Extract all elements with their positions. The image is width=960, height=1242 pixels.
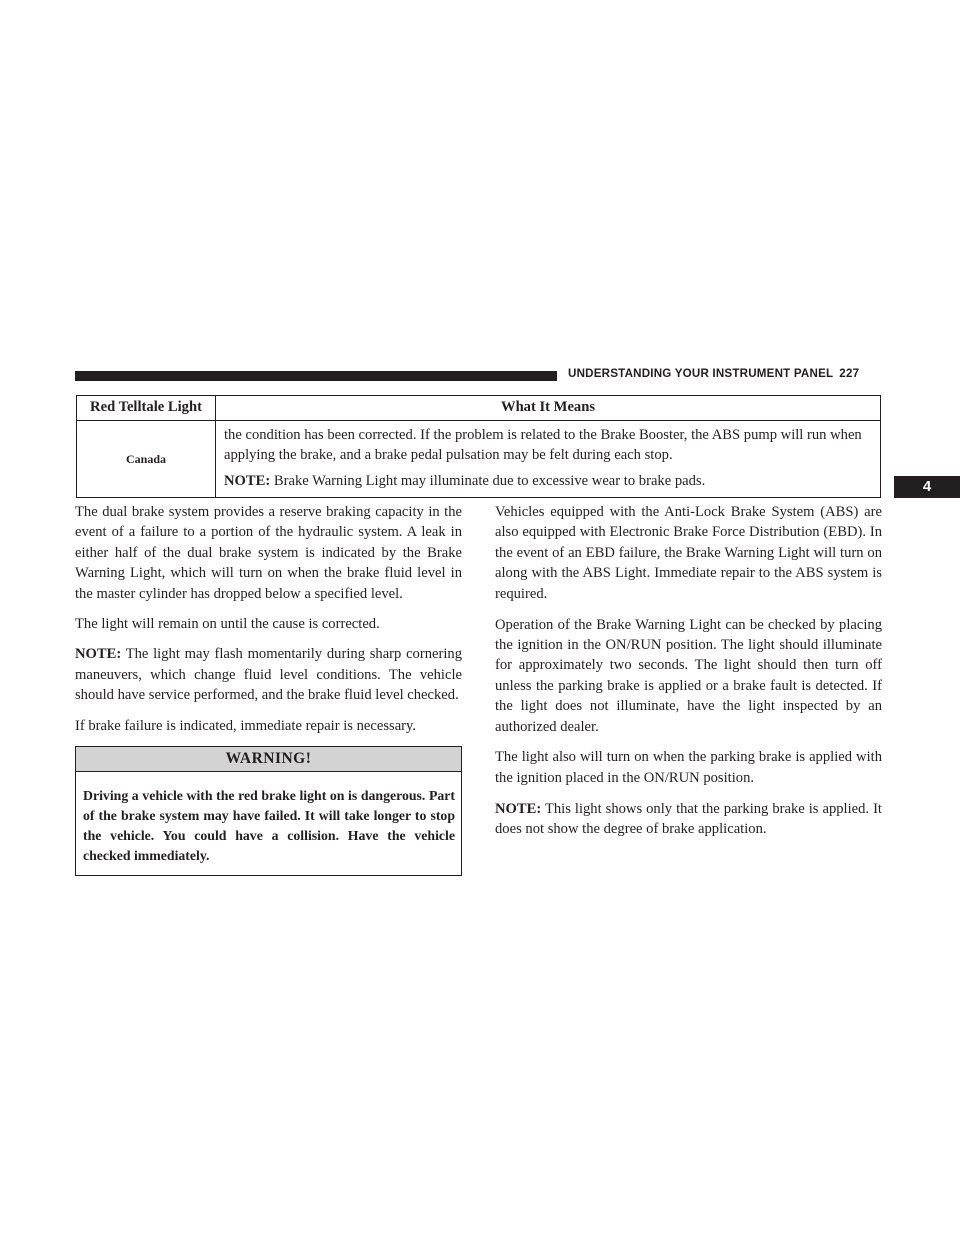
paragraph-operation-check: Operation of the Brake Warning Light can be checked by placing the ignition in the ON/RUN position. The light should illuminate for approximately two seconds. The light should then turn off unless the parking brake is applied or a brake fault is detected. If the light does not illuminate, have the light inspected by an authorized dealer. [495,616,882,735]
left-column [75,502,462,876]
note-text: The light may flash momentarily during sharp cornering maneuvers, which change fluid level conditions. The vehicle should have service performed, and the brake fluid level checked. [75,646,462,704]
paragraph-light-remain: The light will remain on until the cause is corrected. [75,616,380,633]
running-header [568,367,859,380]
paragraph-parking-brake: The light also will turn on when the parking brake is applied with the ignition placed in the ON/RUN position. [495,749,882,786]
paragraph-brake-failure: If brake failure is indicated, immediate repair is necessary. [75,717,417,734]
paragraph-dual-brake: The dual brake system provides a reserve braking capacity in the event of a failure to a portion of the hydraulic system. A leak in either half of the dual brake system is indicated by the Brake Warning Light, which will turn on when the brake fluid level in the master cylinder has dropped below a specified level. [75,504,462,602]
warning-title: WARNING! [76,747,461,772]
section-title: UNDERSTANDING YOUR INSTRUMENT PANEL [568,367,834,380]
warning-box [75,746,462,876]
col-header-telltale: Red Telltale Light [77,396,216,421]
col-header-meaning: What It Means [216,396,881,421]
page-number: 227 [839,367,860,380]
note-label: NOTE: [224,473,271,489]
warning-text: Driving a vehicle with the red brake light on is dangerous. Part of the brake system may have failed. It will take longer to stop the vehicle. You could have a collision. Have the vehicle checked immediately. [83,788,455,864]
note-label: NOTE: [75,646,122,663]
chapter-tab: 4 [894,476,960,498]
telltale-label-canada: Canada [77,421,216,498]
description-note [224,471,872,491]
right-column [495,502,882,850]
telltale-table [76,395,881,498]
table-row [77,421,881,498]
note-parking-brake [495,799,882,840]
table-header-row [77,396,881,421]
note-label: NOTE: [495,800,542,817]
telltale-description [216,421,881,498]
note-text: Brake Warning Light may illuminate due to excessive wear to brake pads. [270,473,706,489]
description-text: the condition has been corrected. If the problem is related to the Brake Booster, the ABS pump will run when applying the brake, and a brake pedal pulsation may be felt during each stop. [224,427,862,463]
note-text: This light shows only that the parking brake is applied. It does not show the degree of brake application. [495,800,882,838]
header-rule [75,371,557,381]
note-flash [75,644,462,705]
paragraph-ebd: Vehicles equipped with the Anti-Lock Brake System (ABS) are also equipped with Electronic Brake Force Distribution (EBD). In the event of an EBD failure, the Brake Warning Light will turn on along with the ABS Light. Immediate repair to the ABS system is required. [495,504,882,602]
